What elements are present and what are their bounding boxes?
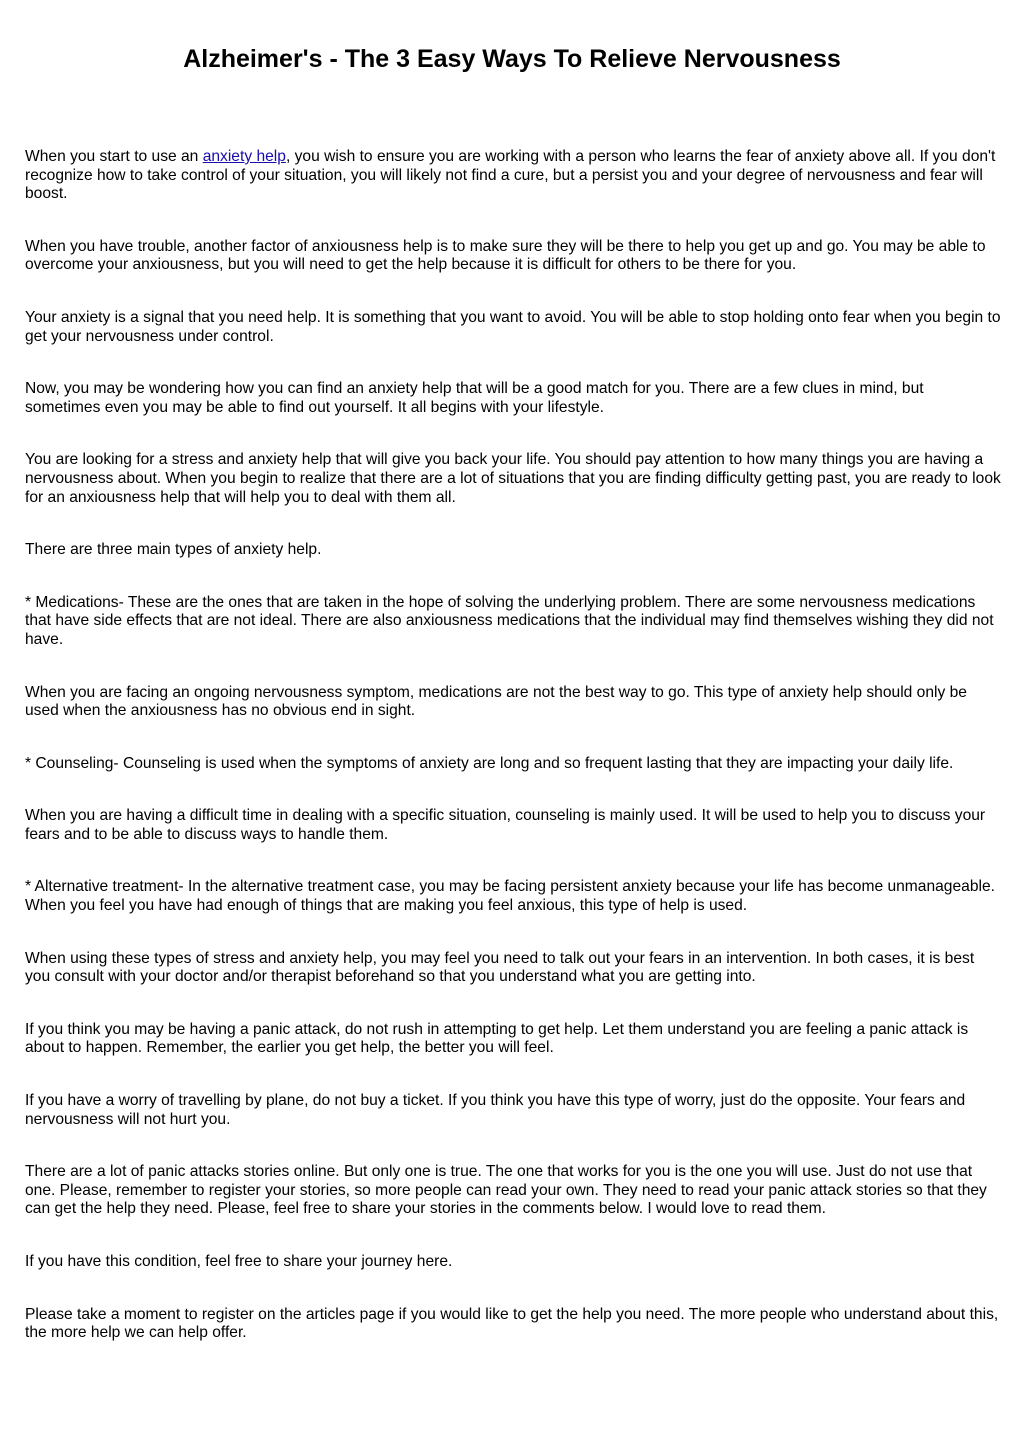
paragraph-intro: [25, 148, 1003, 204]
paragraph: There are a lot of panic attacks stories online. But only one is true. The one that works for you is the one you will use. Just do not use that one. Please, remember to register your stories, so more people can read your own. They need to read your panic attack stories so that they can get the help they need. Please, feel free to share your stories in the comments below. I would love to read them.: [25, 1163, 987, 1218]
anxiety-help-link[interactable]: anxiety help: [202, 148, 286, 165]
paragraph: When you are having a difficult time in dealing with a specific situation, counseling is mainly used. It will be used to help you to discuss your fears and to be able to discuss ways to handle them.: [25, 807, 986, 843]
intro-text-before-link: When you start to use an: [25, 148, 203, 165]
paragraph-medications: * Medications- These are the ones that are taken in the hope of solving the underlying problem. There are some nervousness medications that have side effects that are not ideal. There are also anxiousness medications that the individual may find themselves wishing they did not have.: [25, 593, 994, 648]
article-body: [25, 148, 1003, 1377]
page-title: Alzheimer's - The 3 Easy Ways To Relieve Nervousness: [183, 45, 841, 73]
paragraph: When using these types of stress and anxiety help, you may feel you need to talk out your fears in an intervention. In both cases, it is best you consult with your doctor and/or therapist beforehand so that you understand what you are getting into.: [25, 949, 975, 986]
paragraph: Your anxiety is a signal that you need help. It is something that you want to avoid. You will be able to stop holding onto fear when you begin to get your nervousness under control.: [25, 308, 1001, 345]
paragraph: There are three main types of anxiety help.: [25, 541, 322, 559]
paragraph: If you have this condition, feel free to share your journey here.: [25, 1253, 453, 1270]
paragraph-counseling: * Counseling- Counseling is used when the symptoms of anxiety are long and so frequent lasting that they are impacting your daily life.: [25, 754, 954, 772]
paragraph: If you think you may be having a panic attack, do not rush in attempting to get help. Let them understand you are feeling a panic attack is about to happen. Remember, the earlier you get help, the better you will feel.: [25, 1020, 969, 1057]
paragraph: Please take a moment to register on the articles page if you would like to get the help you need. The more people who understand about this, the more help we can help offer.: [25, 1305, 999, 1342]
paragraph: If you have a worry of travelling by plane, do not buy a ticket. If you think you have this type of worry, just do the opposite. Your fears and nervousness will not hurt you.: [25, 1092, 966, 1128]
paragraph: Now, you may be wondering how you can find an anxiety help that will be a good match for you. There are a few clues in mind, but sometimes even you may be able to find out yourself. It all begins with your lifestyle.: [25, 380, 924, 416]
paragraph: You are looking for a stress and anxiety help that will give you back your life. You should pay attention to how many things you are having a nervousness about. When you begin to realize that there are a lot of situations that you are finding difficulty getting past, you are ready to look for an anxiousness help that will help you to deal with them all.: [25, 451, 1001, 506]
paragraph: When you have trouble, another factor of anxiousness help is to make sure they will be there to help you get up and go. You may be able to overcome your anxiousness, but you will need to get the help because it is difficult for others to be there for you.: [25, 237, 986, 274]
intro-text-after-link: , you wish to ensure you are working with a person who learns the fear of anxiety above all. If you don't recognize how to take control of your situation, you will likely not find a cure, but a persist you and your degree of nervousness and fear will boost.: [25, 148, 996, 203]
paragraph-alternative-treatment: * Alternative treatment- In the alternative treatment case, you may be facing persistent anxiety because your life has become unmanageable. When you feel you have had enough of things that are making you feel anxious, this type of help is used.: [25, 878, 995, 915]
paragraph: When you are facing an ongoing nervousness symptom, medications are not the best way to go. This type of anxiety help should only be used when the anxiousness has no obvious end in sight.: [25, 683, 967, 720]
